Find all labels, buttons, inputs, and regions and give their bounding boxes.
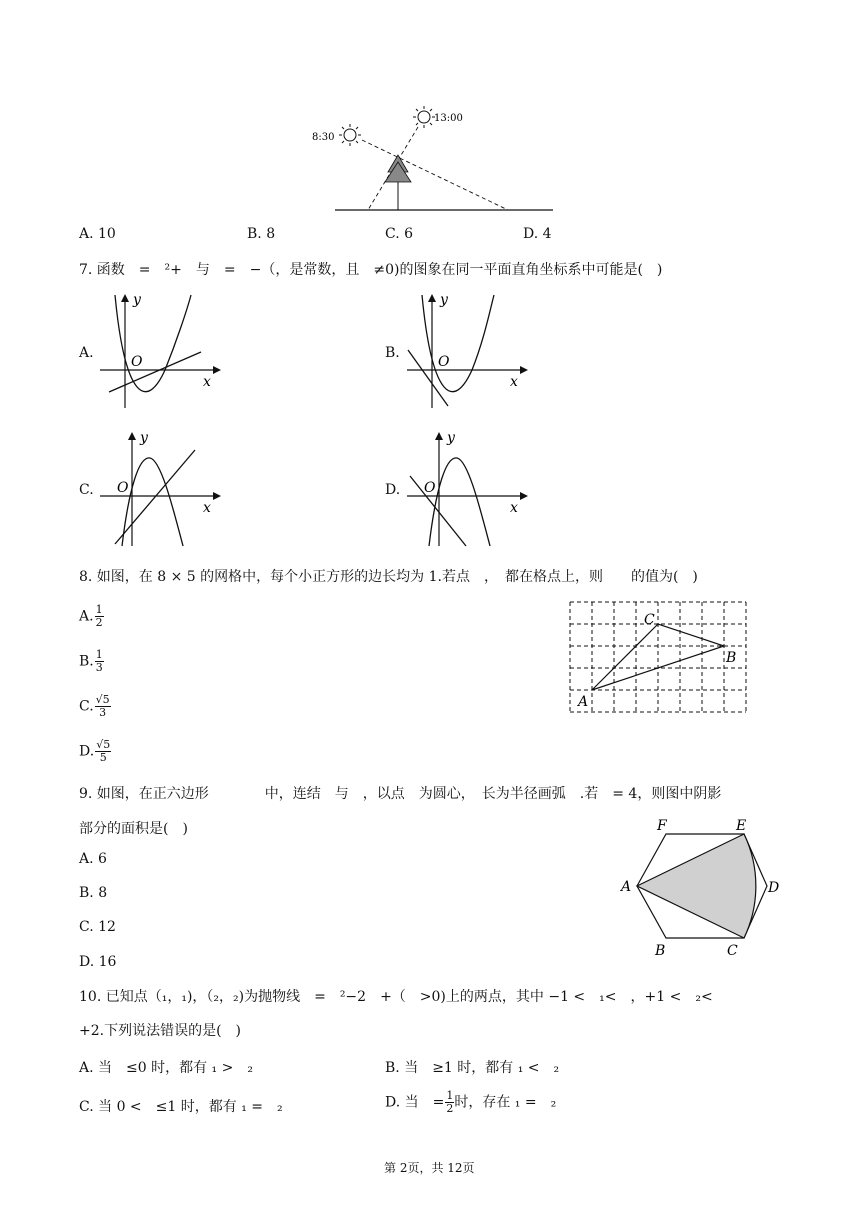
q6-option-c[interactable]: C. 6 — [385, 226, 414, 242]
frac-num: 1 — [95, 603, 103, 616]
q7-stem: 7. 函数 = ²+ 与 = −（，是常数，且 ≠0)的图象在同一平面直角坐标系中可能是( ) — [79, 262, 663, 278]
origin-label: O — [117, 480, 129, 496]
q7-graph-a[interactable] — [95, 290, 225, 410]
q9-hexagon-figure — [615, 812, 790, 962]
q7-option-c-label[interactable]: C. — [79, 482, 94, 498]
axis-y-label: y — [440, 292, 448, 308]
q6-option-b[interactable]: B. 8 — [247, 226, 276, 242]
sun-icon-left — [339, 124, 361, 146]
q8-grid-figure — [565, 598, 755, 718]
axis-y-label: y — [140, 430, 148, 446]
origin-label: O — [438, 354, 450, 370]
q6-option-a[interactable]: A. 10 — [79, 226, 116, 242]
q7-option-b-label[interactable]: B. — [385, 345, 400, 361]
q8-option-c[interactable] — [79, 694, 111, 719]
origin-label: O — [424, 480, 436, 496]
q10-stem-line2: +2.下列说法错误的是( ) — [79, 1023, 242, 1039]
frac-num: 1 — [446, 1089, 454, 1102]
vertex-c-label: C — [727, 943, 738, 959]
frac-den: 2 — [446, 1102, 454, 1115]
vertex-e-label: E — [736, 818, 747, 834]
q9-stem-line2: 部分的面积是( ) — [79, 821, 188, 837]
q7-option-a-label[interactable]: A. — [79, 345, 94, 361]
axis-x-label: x — [510, 500, 518, 516]
q9-option-a[interactable]: A. 6 — [79, 851, 107, 867]
frac-num: √5 — [96, 738, 111, 751]
vertex-b-label: B — [655, 943, 666, 959]
tree-icon — [385, 155, 411, 210]
frac-den: 5 — [99, 751, 107, 764]
axis-y-label: y — [133, 292, 141, 308]
vertex-a-label: A — [621, 879, 632, 895]
q10-stem-line1: 10. 已知点（₁，₁)，（₂，₂)为抛物线 = ²−2 +（ >0)上的两点，其中 −1 < ₁< ，+1 < ₂< — [79, 989, 713, 1005]
q10-option-c[interactable]: C. 当 0 < ≤1 时，都有 ₁ = ₂ — [79, 1099, 283, 1115]
q7-graph-b[interactable] — [402, 290, 532, 410]
page-footer: 第 2页，共 12页 — [384, 1161, 475, 1175]
q10-option-b[interactable]: B. 当 ≥1 时，都有 ₁ < ₂ — [385, 1060, 560, 1076]
frac-den: 3 — [95, 661, 103, 674]
q8-option-b[interactable] — [79, 649, 104, 674]
time-label-right: 13:00 — [434, 113, 463, 124]
option-label: C. — [79, 698, 94, 715]
time-label-left: 8:30 — [312, 132, 335, 143]
frac-den: 3 — [99, 706, 107, 719]
q8-option-d[interactable] — [79, 739, 111, 764]
axis-x-label: x — [203, 500, 211, 516]
frac-num: 1 — [95, 648, 103, 661]
point-b-label: B — [726, 650, 737, 666]
q9-option-d[interactable]: D. 16 — [79, 954, 117, 970]
q6-option-d[interactable]: D. 4 — [523, 226, 552, 242]
axis-x-label: x — [510, 374, 518, 390]
axis-x-label: x — [203, 374, 211, 390]
sun-icon-right — [413, 106, 435, 128]
q7-graph-c[interactable] — [95, 428, 225, 548]
q9-option-c[interactable]: C. 12 — [79, 919, 116, 935]
option-d-suffix: 时，存在 ₁ = ₂ — [454, 1094, 557, 1111]
option-label: B. — [79, 653, 94, 670]
sun-shadow-figure — [310, 100, 570, 215]
q7-option-d-label[interactable]: D. — [385, 482, 401, 498]
point-a-label: A — [578, 694, 589, 710]
q9-option-b[interactable]: B. 8 — [79, 885, 108, 901]
option-label: D. — [79, 743, 95, 760]
origin-label: O — [131, 354, 143, 370]
frac-num: √5 — [95, 693, 110, 706]
q7-graph-d[interactable] — [402, 428, 532, 548]
frac-den: 2 — [95, 616, 103, 629]
option-label: A. — [79, 608, 94, 625]
option-d-prefix: D. 当 = — [385, 1094, 445, 1111]
axis-y-label: y — [447, 430, 455, 446]
vertex-f-label: F — [657, 818, 667, 834]
q10-option-a[interactable]: A. 当 ≤0 时，都有 ₁ > ₂ — [79, 1060, 253, 1076]
q8-option-a[interactable] — [79, 604, 104, 629]
q8-stem: 8. 如图，在 8 × 5 的网格中，每个小正方形的边长均为 1.若点 ， 都在格点上，则 的值为( ) — [79, 569, 698, 585]
q9-stem-line1: 9. 如图，在正六边形 中，连结 与 ，以点 为圆心， 长为半径画弧 .若 = 4，则图中阴影 — [79, 786, 722, 802]
q10-option-d[interactable] — [385, 1090, 556, 1115]
vertex-d-label: D — [768, 880, 780, 896]
point-c-label: C — [644, 612, 655, 628]
